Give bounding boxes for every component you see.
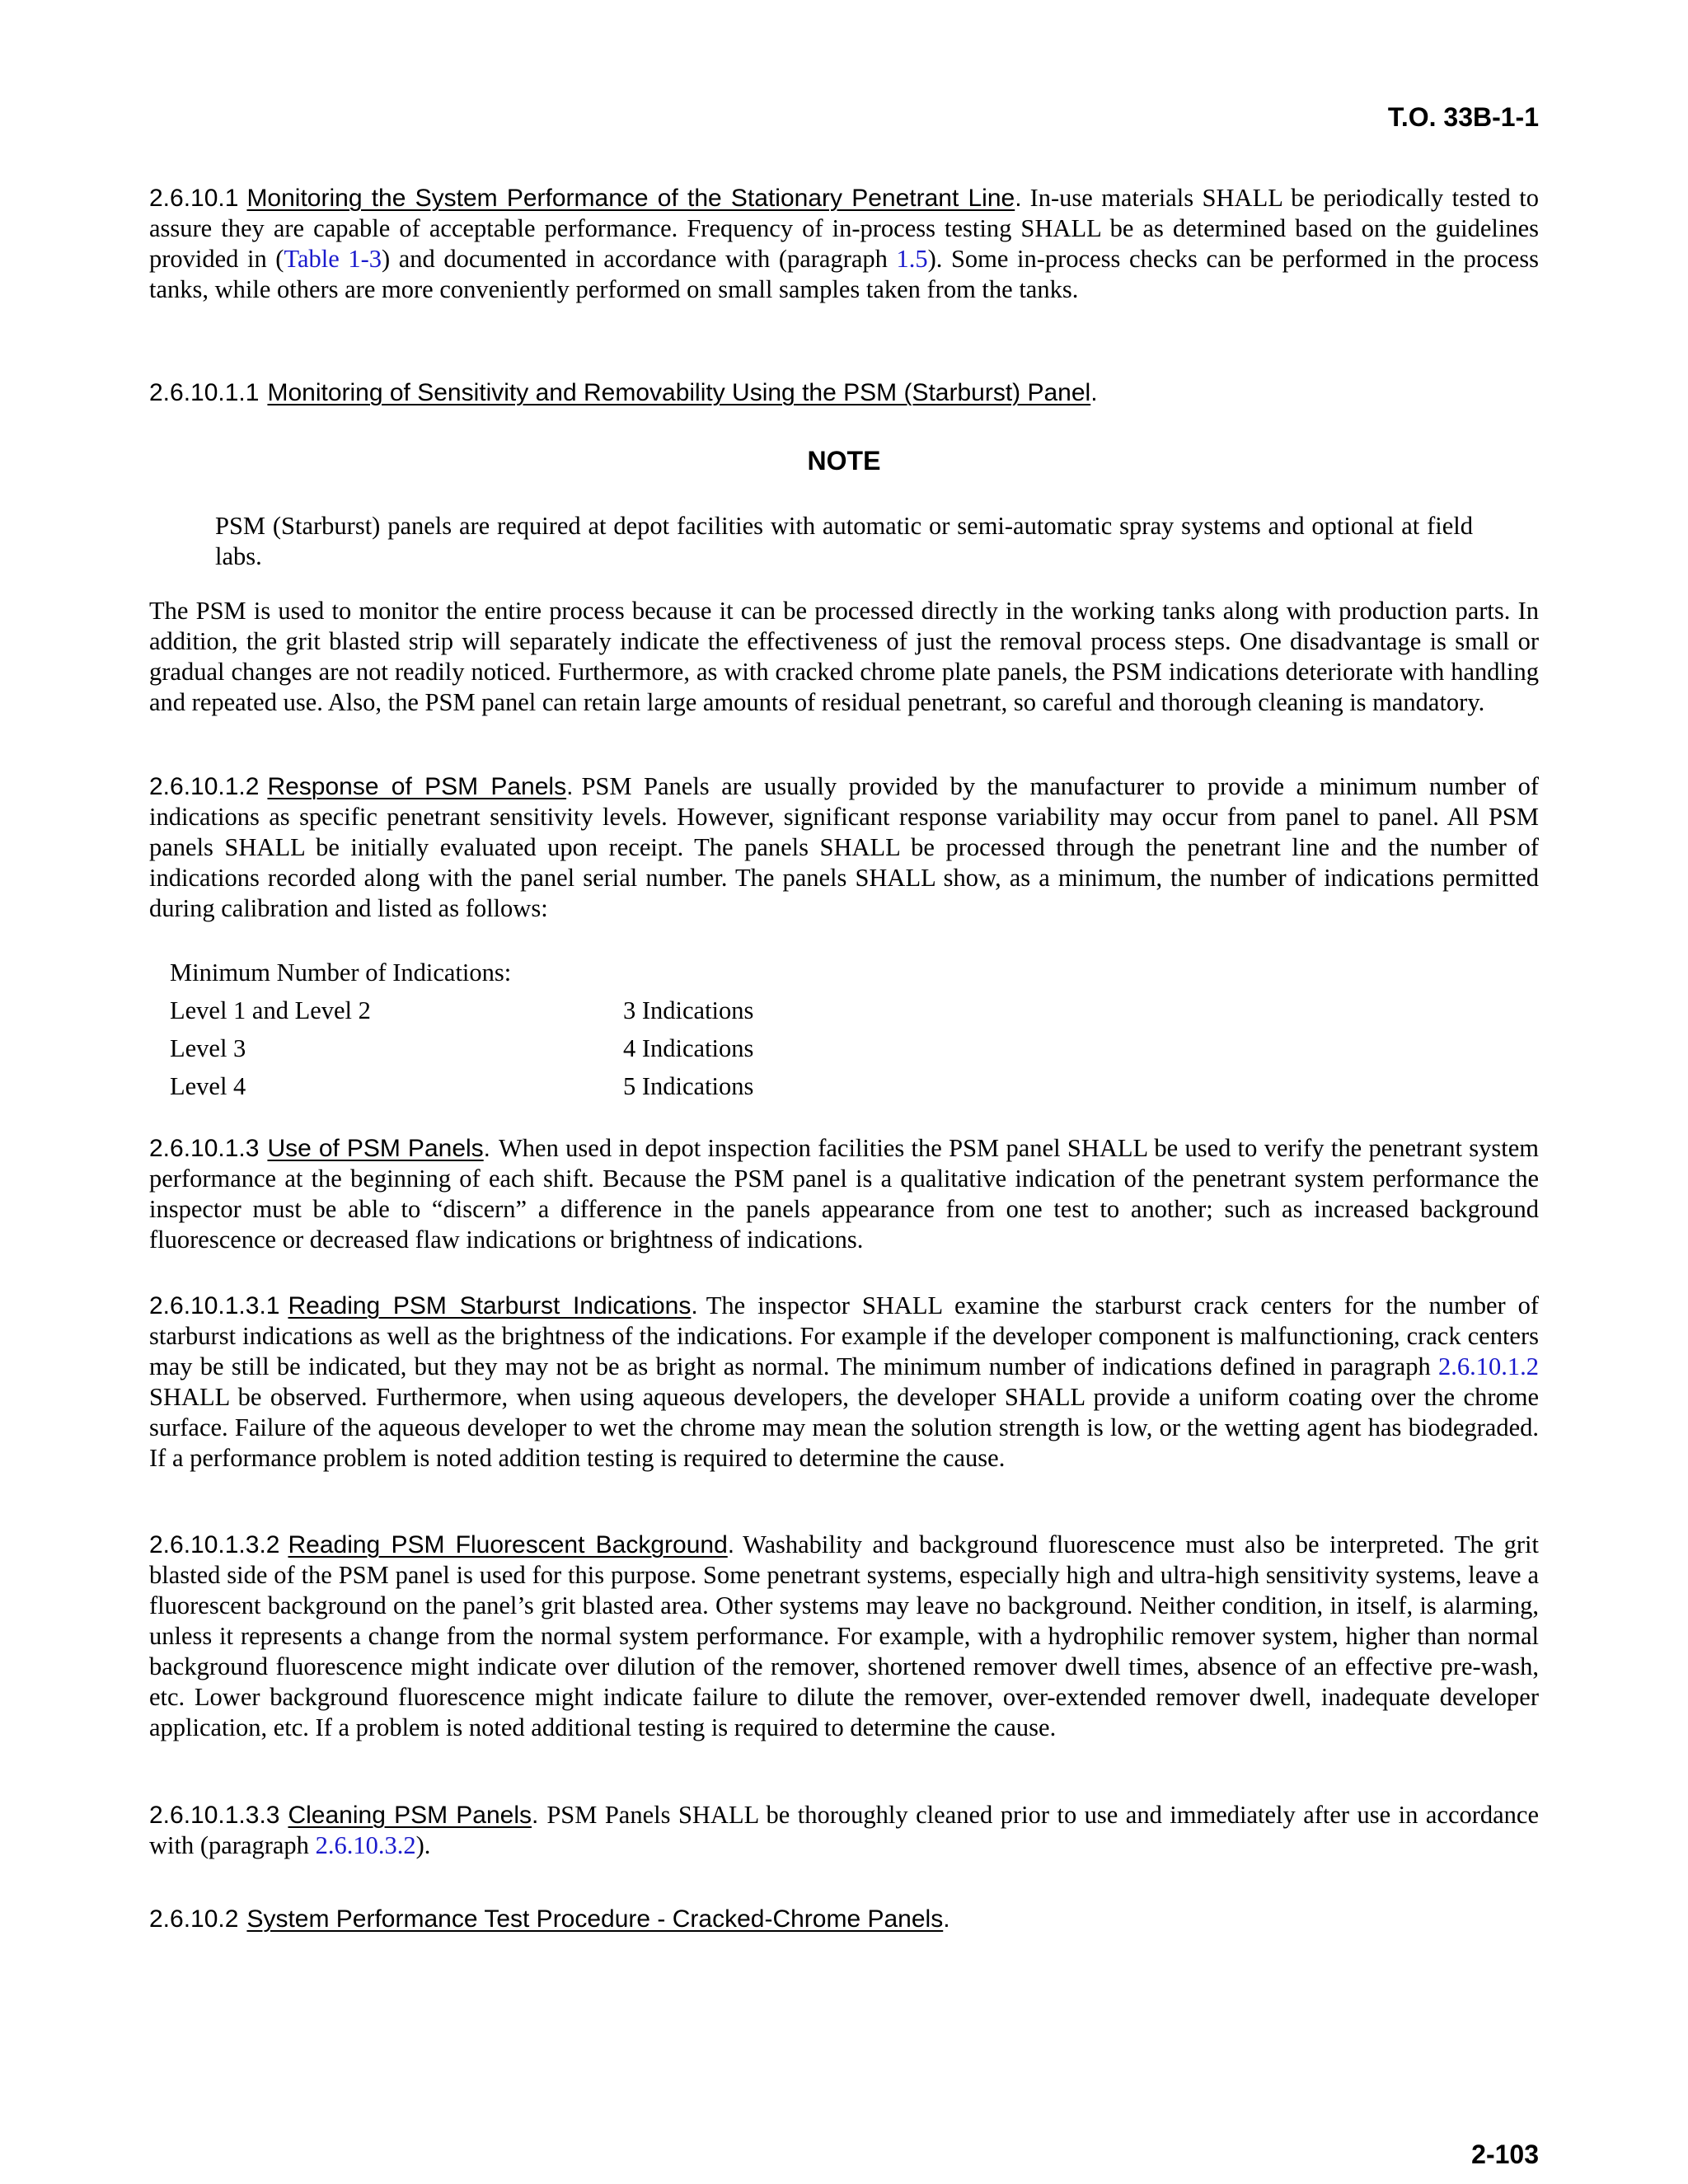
section-2-6-10-1-3-3	[149, 1800, 1539, 1861]
section-2-6-10-1-2	[149, 771, 1539, 924]
note-text: PSM (Starburst) panels are required at depot facilities with automatic or semi-automatic spray systems and optional at field labs.	[215, 512, 1473, 570]
section-paragraph: 2.6.10.1.3.1 Reading PSM Starburst Indications. The inspector SHALL examine the starburst crack centers for the number of starburst indications as well as the brightness of the indications. For example if the developer component is malfunctioning, crack centers may be still be indicated, but they may not be as bright as normal. The minimum number of indications defined in paragraph 2.6.10.1.2 SHALL be observed. Furthermore, when using aqueous developers, the developer SHALL provide a uniform coating over the chrome surface. Failure of the aqueous developer to wet the chrome may mean the solution strength is low, or the wetting agent has biodegraded. If a performance problem is noted addition testing is required to determine the cause.	[149, 1291, 1540, 1472]
document-id-header: T.O. 33B-1-1	[1387, 102, 1539, 132]
level-cell: Level 3	[170, 1034, 246, 1062]
body-text: PSM Panels are usually provided by the manufacturer to provide a minimum number of indications as specific penetrant sensitivity levels. However, significant response variability may occur from panel to panel. All PSM panels SHALL be initially evaluated upon receipt. The panels SHALL be processed through the penetrant line and the number of indications recorded along with the panel serial number. The panels SHALL show, as a minimum, the number of indications permitted during calibration and listed as follows:	[149, 772, 1539, 922]
section-number: 2.6.10.1.3	[149, 1135, 260, 1162]
psm-paragraph	[149, 596, 1539, 718]
section-number: 2.6.10.1.3.3	[149, 1802, 280, 1829]
table-row	[170, 1029, 753, 1067]
paragraph-link[interactable]: 2.6.10.3.2	[315, 1831, 416, 1859]
section-heading: 2.6.10.1.1 Monitoring of Sensitivity and Removability Using the PSM (Starburst) Panel.	[149, 379, 1098, 406]
table-row	[170, 991, 753, 1029]
section-number: 2.6.10.1.1	[149, 379, 260, 406]
section-paragraph: 2.6.10.1.3.2 Reading PSM Fluorescent Background. Washability and background fluorescence must also be interpreted. The grit blasted side of the PSM panel is used for this purpose. Some penetrant systems, especially high and ultra-high sensitivity systems, leave a fluorescent background on the panel’s grit blasted area. Other systems may leave no background. Neither condition, in itself, is alarming, unless it represents a change from the normal system performance. For example, with a hydrophilic remover system, higher than normal background fluorescence might indicate over dilution of the remover, shortened remover dwell times, absence of an effective pre-wash, etc. Lower background fluorescence might indicate failure to dilute the remover, over-extended remover dwell, inadequate developer application, etc. If a problem is noted additional testing is required to determine the cause.	[149, 1530, 1539, 1741]
note-box	[215, 511, 1473, 572]
body-text: The PSM is used to monitor the entire process because it can be processed directly in the working tanks along with production parts. In addition, the grit blasted strip will separately indicate the effectiveness of just the removal process steps. One disadvantage is small or gradual changes are not readily noticed. Furthermore, as with cracked chrome plate panels, the PSM indications deteriorate with handling and repeated use. Also, the PSM panel can retain large amounts of residual penetrant, so careful and thorough cleaning is mandatory.	[149, 597, 1539, 716]
table-link[interactable]: Table 1-3	[284, 245, 382, 273]
section-title: Use of PSM Panels	[267, 1135, 484, 1162]
table-heading: Minimum Number of Indications:	[170, 958, 512, 987]
section-paragraph: 2.6.10.1.2 Response of PSM Panels. PSM Panels are usually provided by the manufacturer to provide a minimum number of indications as specific penetrant sensitivity levels. However, significant response variability may occur from panel to panel. All PSM panels SHALL be initially evaluated upon receipt. The panels SHALL be processed through the penetrant line and the number of indications recorded along with the panel serial number. The panels SHALL show, as a minimum, the number of indications permitted during calibration and listed as follows:	[149, 772, 1539, 922]
section-number: 2.6.10.1.2	[149, 773, 260, 800]
section-paragraph: 2.6.10.1.3.3 Cleaning PSM Panels. PSM Panels SHALL be thoroughly cleaned prior to use and immediately after use in accordance with (paragraph 2.6.10.3.2).	[149, 1801, 1539, 1859]
section-2-6-10-1-3-2	[149, 1530, 1539, 1743]
note-heading: NOTE	[807, 446, 881, 476]
body-text: PSM Panels SHALL be thoroughly cleaned prior to use and immediately after use in accordance with (paragraph	[149, 1801, 1539, 1859]
section-number: 2.6.10.1.3.1	[149, 1292, 280, 1319]
section-title: Monitoring the System Performance of the Stationary Penetrant Line	[246, 185, 1015, 212]
body-text: ) and documented in accordance with (paragraph	[382, 245, 897, 273]
section-title: Monitoring of Sensitivity and Removability Using the PSM (Starburst) Panel	[267, 379, 1091, 406]
paragraph-link[interactable]: 1.5	[896, 245, 928, 273]
minimum-indications-table	[170, 954, 753, 1105]
body-text: SHALL be observed. Furthermore, when using aqueous developers, the developer SHALL provide a uniform coating over the chrome surface. Failure of the aqueous developer to wet the chrome may mean the solution strength is low, or the wetting agent has biodegraded. If a performance problem is noted addition testing is required to determine the cause.	[149, 1383, 1539, 1472]
section-title: Cleaning PSM Panels	[288, 1802, 532, 1829]
section-paragraph: 2.6.10.1 Monitoring the System Performance of the Stationary Penetrant Line. In-use materials SHALL be periodically tested to assure they are capable of acceptable performance. Frequency of in-process testing SHALL be as determined based on the guidelines provided in (Table 1-3) and documented in accordance with (paragraph 1.5). Some in-process checks can be performed in the process tanks, while others are more conveniently performed on small samples taken from the tanks.	[149, 184, 1539, 303]
body-text: In-use materials SHALL be periodically tested to assure they are capable of acceptable performance. Frequency of in-process testing SHALL be as determined based on the guidelines provided in (	[149, 184, 1539, 273]
section-2-6-10-1-1	[149, 377, 1539, 408]
page-number: 2-103	[1471, 2139, 1539, 2169]
value-cell: 4 Indications	[623, 1034, 754, 1062]
paragraph-link[interactable]: 2.6.10.1.2	[1438, 1352, 1539, 1380]
body-text: ).	[415, 1831, 431, 1859]
section-heading: 2.6.10.2 System Performance Test Procedure - Cracked-Chrome Panels.	[149, 1905, 950, 1933]
section-2-6-10-1-3-1	[149, 1291, 1539, 1474]
body-text: When used in depot inspection facilities the PSM panel SHALL be used to verify the penetrant system performance at the beginning of each shift. Because the PSM panel is a qualitative indication of the penetrant system performance the inspector must be able to “discern” a difference in the panels appearance from one test to another; such as increased background fluorescence or decreased flaw indications or brightness of indications.	[149, 1134, 1539, 1254]
section-title: Response of PSM Panels	[267, 773, 567, 800]
body-text: ). Some in-process checks can be performed in the process tanks, while others are more conveniently performed on small samples taken from the tanks.	[149, 245, 1539, 303]
section-number: 2.6.10.1.3.2	[149, 1531, 280, 1558]
section-number: 2.6.10.1	[149, 185, 239, 212]
level-cell: Level 1 and Level 2	[170, 996, 371, 1024]
value-cell: 5 Indications	[623, 1072, 754, 1100]
value-cell: 3 Indications	[623, 996, 754, 1024]
section-2-6-10-1	[149, 183, 1539, 305]
section-title: Reading PSM Starburst Indications	[288, 1292, 692, 1319]
section-2-6-10-2	[149, 1904, 1539, 1934]
body-text: Washability and background fluorescence must also be interpreted. The grit blasted side of the PSM panel is used for this purpose. Some penetrant systems, especially high and ultra-high sensitivity systems, leave a fluorescent background on the panel’s grit blasted area. Other systems may leave no background. Neither condition, in itself, is alarming, unless it represents a change from the normal system performance. For example, with a hydrophilic remover system, higher than normal background fluorescence might indicate over dilution of the remover, shortened remover dwell times, absence of an effective pre-wash, etc. Lower background fluorescence might indicate failure to dilute the remover, over-extended remover dwell, inadequate developer application, etc. If a problem is noted additional testing is required to determine the cause.	[149, 1530, 1539, 1741]
section-2-6-10-1-3	[149, 1133, 1539, 1255]
table-row	[170, 1067, 753, 1105]
section-title: Reading PSM Fluorescent Background	[288, 1531, 728, 1558]
level-cell: Level 4	[170, 1072, 246, 1100]
section-title: System Performance Test Procedure - Cracked-Chrome Panels	[246, 1905, 944, 1933]
section-paragraph: 2.6.10.1.3 Use of PSM Panels. When used in depot inspection facilities the PSM panel SHALL be used to verify the penetrant system performance at the beginning of each shift. Because the PSM panel is a qualitative indication of the penetrant system performance the inspector must be able to “discern” a difference in the panels appearance from one test to another; such as increased background fluorescence or decreased flaw indications or brightness of indications.	[149, 1134, 1539, 1254]
body-text: The inspector SHALL examine the starburst crack centers for the number of starburst indications as well as the brightness of the indications. For example if the developer component is malfunctioning, crack centers may be still be indicated, but they may not be as bright as normal. The minimum number of indications defined in paragraph	[149, 1291, 1540, 1380]
section-number: 2.6.10.2	[149, 1905, 239, 1933]
